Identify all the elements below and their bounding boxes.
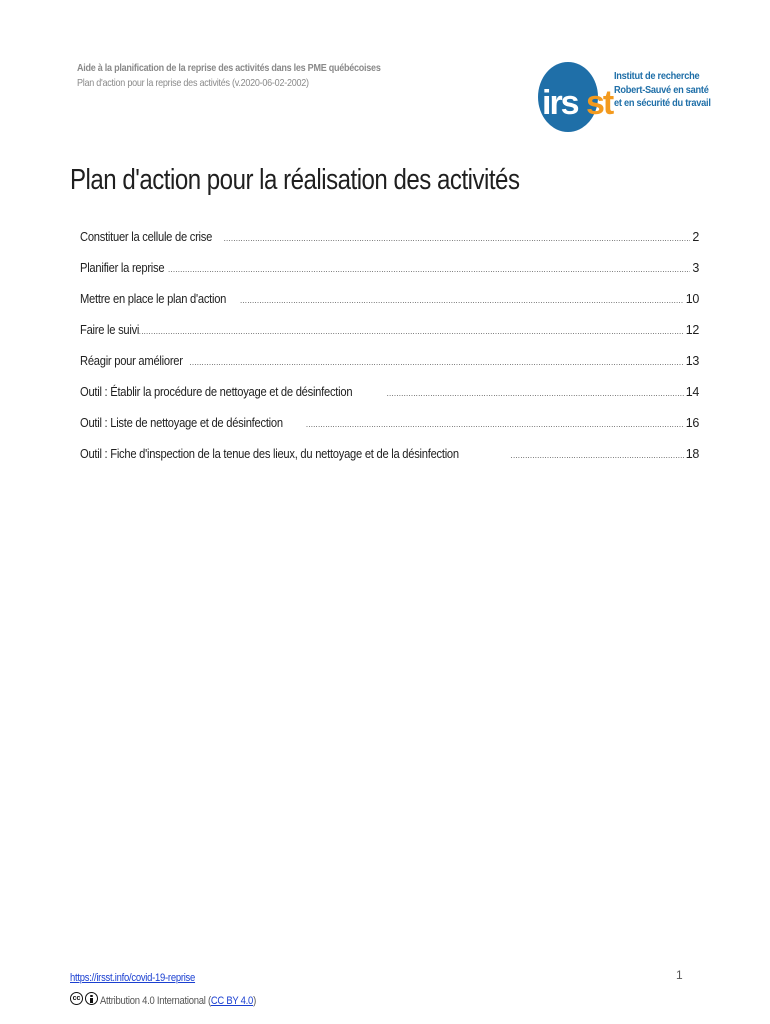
toc-entry-page: 16 bbox=[685, 416, 699, 430]
logo-line-2: Robert-Sauvé en santé bbox=[614, 83, 709, 96]
toc-entry[interactable] bbox=[80, 384, 699, 415]
toc-entry[interactable] bbox=[80, 353, 699, 384]
toc-entry-label: Planifier la reprise bbox=[80, 260, 165, 275]
toc-entry-label: Outil : Établir la procédure de nettoyage et de désinfection bbox=[80, 384, 353, 399]
toc-entry-page: 13 bbox=[685, 354, 699, 368]
toc-entry[interactable] bbox=[80, 229, 699, 260]
page-number: 1 bbox=[676, 968, 683, 982]
toc-entry[interactable] bbox=[80, 291, 699, 322]
toc-leader-dots bbox=[387, 389, 684, 398]
toc-entry-label: Mettre en place le plan d'action bbox=[80, 291, 227, 306]
toc-entry-page: 18 bbox=[685, 447, 699, 461]
toc-entry-label: Outil : Fiche d'inspection de la tenue des lieux, du nettoyage et de la désinfection bbox=[80, 446, 459, 461]
toc-entry-label: Réagir pour améliorer bbox=[80, 353, 183, 368]
toc-entry-label: Constituer la cellule de crise bbox=[80, 229, 213, 244]
toc-leader-dots bbox=[224, 234, 691, 243]
toc-entry-page: 14 bbox=[685, 385, 699, 399]
toc-entry-label: Faire le suivi bbox=[80, 322, 140, 337]
cc-by-license-link[interactable]: CC BY 4.0 bbox=[210, 995, 254, 1007]
header-subtitle: Plan d'action pour la reprise des activités (v.2020-06-02-2002) bbox=[77, 77, 309, 89]
toc-leader-dots bbox=[189, 358, 683, 367]
logo-line-3: et en sécurité du travail bbox=[614, 97, 711, 109]
toc-leader-dots bbox=[306, 420, 684, 429]
page-title: Plan d'action pour la réalisation des activités bbox=[70, 164, 520, 196]
toc-entry[interactable] bbox=[80, 446, 699, 477]
header-title: Aide à la planification de la reprise des activités dans les PME québécoises bbox=[77, 62, 381, 74]
irsst-logo-mark bbox=[536, 56, 614, 136]
covid-reprise-link[interactable]: https://irsst.info/covid-19-reprise bbox=[70, 972, 196, 984]
toc-entry-page: 3 bbox=[692, 261, 699, 275]
license-text bbox=[100, 995, 256, 1007]
toc-leader-dots bbox=[139, 327, 684, 336]
toc-leader-dots bbox=[168, 265, 690, 274]
toc-leader-dots bbox=[240, 296, 684, 305]
toc-entry-label: Outil : Liste de nettoyage et de désinfection bbox=[80, 415, 283, 430]
toc-leader-dots bbox=[511, 451, 684, 460]
license-line bbox=[70, 990, 281, 1007]
toc-entry-page: 2 bbox=[692, 230, 699, 244]
page-footer bbox=[70, 968, 281, 1007]
table-of-contents bbox=[80, 229, 699, 477]
attribution-icon bbox=[85, 992, 98, 1005]
toc-entry-page: 10 bbox=[685, 292, 699, 306]
svg-text:st: st bbox=[586, 84, 613, 122]
irsst-logo-text bbox=[614, 70, 724, 111]
creative-commons-icon: cc bbox=[70, 992, 83, 1005]
license-suffix: ) bbox=[253, 995, 256, 1007]
license-prefix: Attribution 4.0 International ( bbox=[100, 995, 211, 1007]
logo-line-1: Institut de recherche bbox=[614, 70, 700, 82]
irsst-logo bbox=[536, 56, 711, 138]
toc-entry-page: 12 bbox=[685, 323, 699, 337]
toc-entry[interactable] bbox=[80, 260, 699, 291]
svg-text:irs: irs bbox=[542, 84, 578, 122]
toc-entry[interactable] bbox=[80, 322, 699, 353]
toc-entry[interactable] bbox=[80, 415, 699, 446]
running-header bbox=[77, 62, 497, 89]
